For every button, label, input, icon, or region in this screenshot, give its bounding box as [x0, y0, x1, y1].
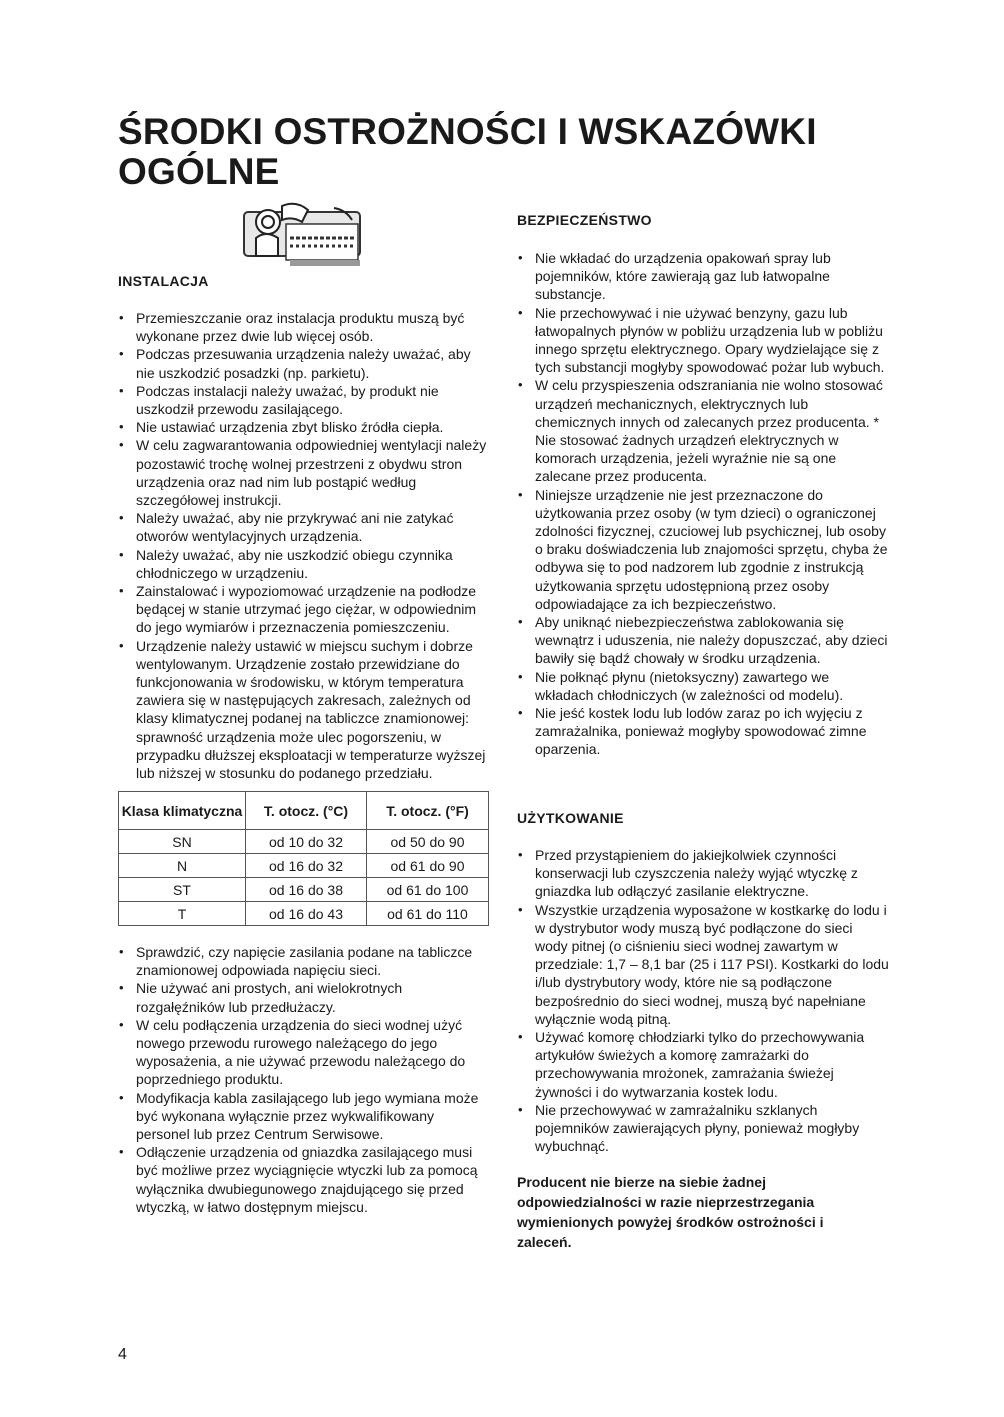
safety-heading: BEZPIECZEŃSTWO [517, 212, 652, 228]
page-title: ŚRODKI OSTROŻNOŚCI I WSKAZÓWKI OGÓLNE [118, 111, 817, 192]
disclaimer: Producent nie bierze na siebie żadnej odpowiedzialności w razie nieprzestrzegania wymienionych powyżej środków ostrożności i zaleceń. [517, 1174, 824, 1250]
installation-list-b [118, 943, 490, 1216]
page-number: 4 [118, 1346, 127, 1363]
list-item: • Nie używać ani prostych, ani wielokrotnych rozgałęźników lub przedłużaczy. [118, 979, 490, 1015]
climate-class-table [118, 791, 489, 926]
usage-heading: UŻYTKOWANIE [517, 810, 624, 826]
list-item: • Nie połknąć płynu (nietoksyczny) zawartego we wkładach chłodniczych (w zależności od modelu). [517, 668, 889, 704]
safety-list [517, 249, 889, 759]
table-row [119, 854, 489, 878]
list-item: • Wszystkie urządzenia wyposażone w kostkarkę do lodu i w dystrybutor wody muszą być podłączone do sieci wody pitnej (o ciśnieniu sieci wodnej zawartym w przedziale: 1,7 – 8,1 bar (25 i 117 PSI). Kostkarki do lodu i/lub dystrybutory wody, które nie są podłączone bezpośrednio do sieci wodnej, muszą być napełniane wyłącznie wodą pitną. [517, 901, 889, 1028]
table-cell: N [119, 854, 246, 878]
list-item: • Należy uważać, aby nie przykrywać ani nie zatykać otworów wentylacyjnych urządzenia. [118, 509, 490, 545]
list-item: • Nie wkładać do urządzenia opakowań spray lub pojemników, które zawierają gaz lub łatwopalne substancje. [517, 249, 889, 304]
table-cell: SN [119, 830, 246, 854]
table-cell: od 50 do 90 [367, 830, 489, 854]
list-item: • Należy uważać, aby nie uszkodzić obiegu czynnika chłodniczego w urządzeniu. [118, 546, 490, 582]
list-item: • Niniejsze urządzenie nie jest przeznaczone do użytkowania przez osoby (w tym dzieci) o ograniczonej zdolności fizycznej, czuciowej lub psychicznej, lub osoby o braku doświadczenia lub znajomości sprzętu, chyba że odbywa się to pod nadzorem lub zgodnie z instrukcją użytkowania sprzętu udostępnioną przez osoby odpowiadające za ich bezpieczeństwo. [517, 486, 889, 613]
list-item: • Zainstalować i wypoziomować urządzenie na podłodze będącej w stanie utrzymać jego ciężar, w odpowiednim do jego wymiarów i przeznaczenia pomieszczeniu. [118, 582, 490, 637]
table-cell: od 16 do 38 [246, 878, 367, 902]
table-cell: od 10 do 32 [246, 830, 367, 854]
list-item: • Aby uniknąć niebezpieczeństwa zablokowania się wewnątrz i uduszenia, nie należy dopuszczać, aby dzieci bawiły się bądź chowały w środku urządzenia. [517, 613, 889, 668]
table-row [119, 902, 489, 926]
usage-list [517, 846, 889, 1155]
table-header-row [119, 792, 489, 830]
table-cell: od 16 do 32 [246, 854, 367, 878]
list-item: • Urządzenie należy ustawić w miejscu suchym i dobrze wentylowanym. Urządzenie zostało przewidziane do funkcjonowania w środowisku, w którym temperatura zawiera się w następujących zakresach, zależnych od klasy klimatycznej podanej na tabliczce znamionowej: sprawność urządzenia może ulec pogorszeniu, w przypadku dłuższej eksploatacji w temperaturze wyższej lub niższej w stosunku do podanego przedziału. [118, 637, 490, 783]
list-item: • Odłączenie urządzenia od gniazdka zasilającego musi być możliwe przez wyciągnięcie wtyczki lub za pomocą wyłącznika dwubiegunowego znajdującego się przed wtyczką, w łatwo dostępnym miejscu. [118, 1143, 490, 1216]
appliance-installation-icon [242, 198, 364, 268]
table-cell: od 61 do 100 [367, 878, 489, 902]
list-item: • Używać komorę chłodziarki tylko do przechowywania artykułów świeżych a komorę zamrażarki do przechowywania mrożonek, zamrażania świeżej żywności i do wytwarzania kostek lodu. [517, 1028, 889, 1101]
list-item: • W celu zagwarantowania odpowiedniej wentylacji należy pozostawić trochę wolnej przestrzeni z obydwu stron urządzenia oraz nad nim lub postąpić według szczegółowej instrukcji. [118, 436, 490, 509]
table-cell: T [119, 902, 246, 926]
list-item: • Nie jeść kostek lodu lub lodów zaraz po ich wyjęciu z zamrażalnika, ponieważ mogłyby spowodować zimne oparzenia. [517, 704, 889, 759]
list-item: • Podczas przesuwania urządzenia należy uważać, aby nie uszkodzić posadzki (np. parkietu). [118, 345, 490, 381]
list-item: • Nie ustawiać urządzenia zbyt blisko źródła ciepła. [118, 418, 490, 436]
list-item: • Nie przechowywać i nie używać benzyny, gazu lub łatwopalnych płynów w pobliżu urządzenia lub w pobliżu innego sprzętu elektrycznego. Opary wydzielające się z tych substancji mogłyby spowodować pożar lub wybuch. [517, 304, 889, 377]
table-header-cell: Klasa klimatyczna [119, 792, 246, 830]
list-item: • W celu przyspieszenia odszraniania nie wolno stosować urządzeń mechanicznych, elektrycznych lub chemicznych innych od zalecanych przez producenta. * Nie stosować żadnych urządzeń elektrycznych w komorach urządzenia, jeżeli wyraźnie nie są one zalecane przez producenta. [517, 376, 889, 485]
table-cell: od 61 do 90 [367, 854, 489, 878]
list-item: • W celu podłączenia urządzenia do sieci wodnej użyć nowego przewodu rurowego należącego do jego wyposażenia, a nie używać przewodu należącego do poprzedniego produktu. [118, 1016, 490, 1089]
table-cell: od 16 do 43 [246, 902, 367, 926]
table-row [119, 878, 489, 902]
table-cell: od 61 do 110 [367, 902, 489, 926]
list-item: • Podczas instalacji należy uważać, by produkt nie uszkodził przewodu zasilającego. [118, 382, 490, 418]
table-header-cell: T. otocz. (°F) [367, 792, 489, 830]
installation-heading: INSTALACJA [118, 273, 209, 289]
list-item: • Przemieszczanie oraz instalacja produktu muszą być wykonane przez dwie lub więcej osób. [118, 309, 490, 345]
list-item: • Nie przechowywać w zamrażalniku szklanych pojemników zawierających płyny, ponieważ mogłyby wybuchnąć. [517, 1101, 889, 1156]
list-item: • Sprawdzić, czy napięcie zasilania podane na tabliczce znamionowej odpowiada napięciu sieci. [118, 943, 490, 979]
table-row [119, 830, 489, 854]
installation-list-a [118, 309, 490, 782]
list-item: • Przed przystąpieniem do jakiejkolwiek czynności konserwacji lub czyszczenia należy wyjąć wtyczkę z gniazdka lub odłączyć zasilanie elektryczne. [517, 846, 889, 901]
table-cell: ST [119, 878, 246, 902]
list-item: • Modyfikacja kabla zasilającego lub jego wymiana może być wykonana wyłącznie przez wykwalifikowany personel lub przez Centrum Serwisowe. [118, 1089, 490, 1144]
table-header-cell: T. otocz. (°C) [246, 792, 367, 830]
